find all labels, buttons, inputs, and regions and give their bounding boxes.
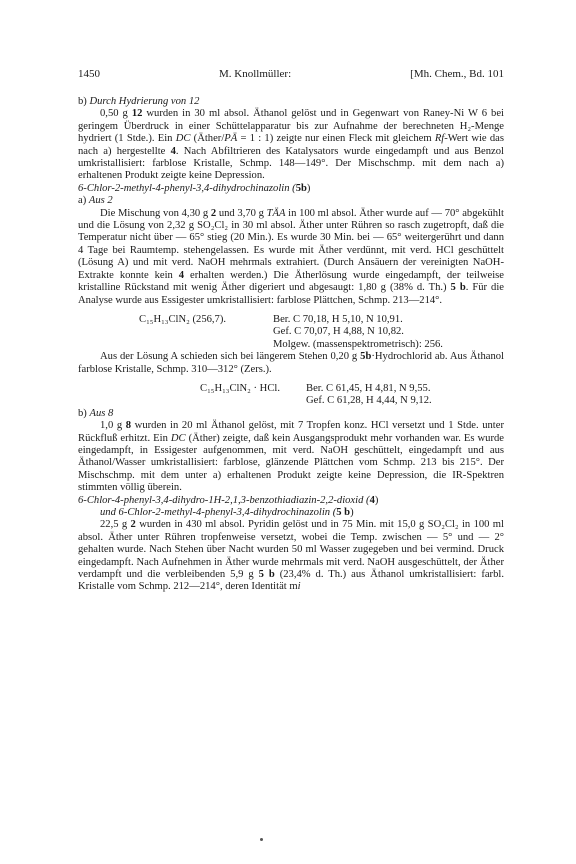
print-speck (260, 838, 263, 841)
molecular-weight: Molgew. (massenspektrometrisch): 256. (273, 338, 443, 350)
section-heading-aus-2: a) Aus 2 (78, 195, 113, 207)
found-values-hcl: Gef. C 61,28, H 4,44, N 9,12. (306, 395, 432, 407)
found-values: Gef. C 70,07, H 4,88, N 10,82. (273, 326, 404, 338)
elemental-analysis-5b (139, 314, 504, 351)
compound-title-5b: 6-Chlor-2-methyl-4-phenyl-3,4-dihydrochinazolin (5b) (78, 182, 311, 194)
calculated-values-hcl: Ber. C 61,45, H 4,81, N 9,55. (306, 382, 431, 394)
paragraph-aus-8: 1,0 g 8 wurden in 20 ml Äthanol gelöst, mit 7 Tropfen konz. HCl versetzt und 1 Stde. unter Rückfluß erhitzt. Ein DC (Äther) zeigte, daß kein Ausgangsprodukt mehr vorhanden war. Es wurde eingedampft, in Essigester aufgenommen, mit verd. NaOH geschüttelt, eingedampft und aus Äthanol/Wasser umkristallisiert: farblose, glänzende Plättchen vom Schmp. 213 bis 215°. Der Mischschmp. mit dem unter a) erhaltenen Produkt zeigte keine Depression, die IR-Spektren stimmten völlig überein. (78, 420, 505, 494)
paragraph-pyridin: 22,5 g 2 wurden in 430 ml absol. Pyridin gelöst und in 75 Min. mit 15,0 g SO₂Cl₂ in 100 ml absol. Äther unter Rühren tropfenweise versetzt, wobei die Temp. zwischen — 5° und — 2° gehalten wurde. Nach Stehen über Nacht wurden 50 ml Wasser zugegeben und bei vermind. Druck eingedampft. Nach Aufnehmen in Äther wurde mehrmals mit verd. NaOH ausgeschüttelt, der Äther verdampft und die verbleibenden 5,9 g 5 b (23,4% d. Th.) aus Äthanol umkristallisiert: farbl. Kristalle vom Schmp. 212—214°, deren Identität mi (78, 519, 504, 593)
compound-title-4: 6-Chlor-4-phenyl-3,4-dihydro-1H-2,1,3-benzothiadiazin-2,2-dioxid (4) (78, 494, 379, 506)
calculated-values: Ber. C 70,18, H 5,10, N 10,91. (273, 313, 403, 325)
compound-title-5b-second: und 6-Chlor-2-methyl-4-phenyl-3,4-dihydrochinazolin (5 b) (100, 507, 354, 518)
elemental-analysis-hcl (200, 383, 504, 408)
header-author: M. Knollmüller: (219, 68, 292, 80)
paragraph-hydrierung: 0,50 g 12 wurden in 30 ml absol. Äthanol gelöst und in Gegenwart von Raney-Ni W 6 bei geringem Überdruck in einer Schüttelapparatur bis zur Aufnahme der berechneten H₂-Menge hydriert (1 Stde.). Ein DC (Äther/PÄ = 1 : 1) zeigte nur einen Fleck mit gleichem Rf-Wert wie das nach a) hergestellte 4. Nach Abfiltrieren des Katalysators wurde eingedampft und aus Benzol umkristallisiert: farblose Kristalle, Schmp. 148—149°. Der Mischschmp. mit dem nach a) erhaltenen Produkt zeigte keine Depression. (78, 108, 504, 182)
paragraph-aus-2: Die Mischung von 4,30 g 2 und 3,70 g TÄA in 100 ml absol. Äther wurde auf — 70° abgekühlt und die Lösung von 2,32 g SO₂Cl₂ in 30 ml absol. Äther unter Rühren so rasch zugetropft, daß die Temperatur nicht über — 65° stieg (20 Min.). Es wurde 30 Min. bei — 65° weitergerührt und dann 4 Tage bei Raumtemp. stehengelassen. Es wurde mit Äther verdünnt, mit verd. HCl geschüttelt (Lösung A) und mit verd. NaOH mehrmals extrahiert. (Durch Ansäuern der vereinigten NaOH-Extrakte konnte kein 4 erhalten werden.) Die Ätherlösung wurde eingedampft, der teilweise kristalline Rückstand mit wenig Äther digeriert und abgesaugt: 1,80 g (38% d. Th.) 5 b. Für die Analyse wurde aus Essigester umkristallisiert: farblose Plättchen, Schmp. 213—214°. (78, 207, 504, 306)
header-journal: [Mh. Chem., Bd. 101 (410, 68, 504, 80)
molecular-formula-hcl: C₁₅H₁₃ClN₂ · HCl. (200, 382, 280, 394)
paragraph-hydrochlorid: Aus der Lösung A schieden sich bei längerem Stehen 0,20 g 5b·Hydrochlorid ab. Aus Äthanol farblose Kristalle, Schmp. 310—312° (Zers.). (78, 351, 504, 375)
section-heading-hydrierung: b) Durch Hydrierung von 12 (78, 96, 200, 107)
page-number: 1450 (78, 68, 100, 80)
section-heading-aus-8: b) Aus 8 (78, 407, 114, 419)
running-header (78, 68, 504, 80)
molecular-formula: C₁₅H₁₃ClN₂ (256,7). (139, 313, 227, 325)
article-body (78, 96, 504, 594)
